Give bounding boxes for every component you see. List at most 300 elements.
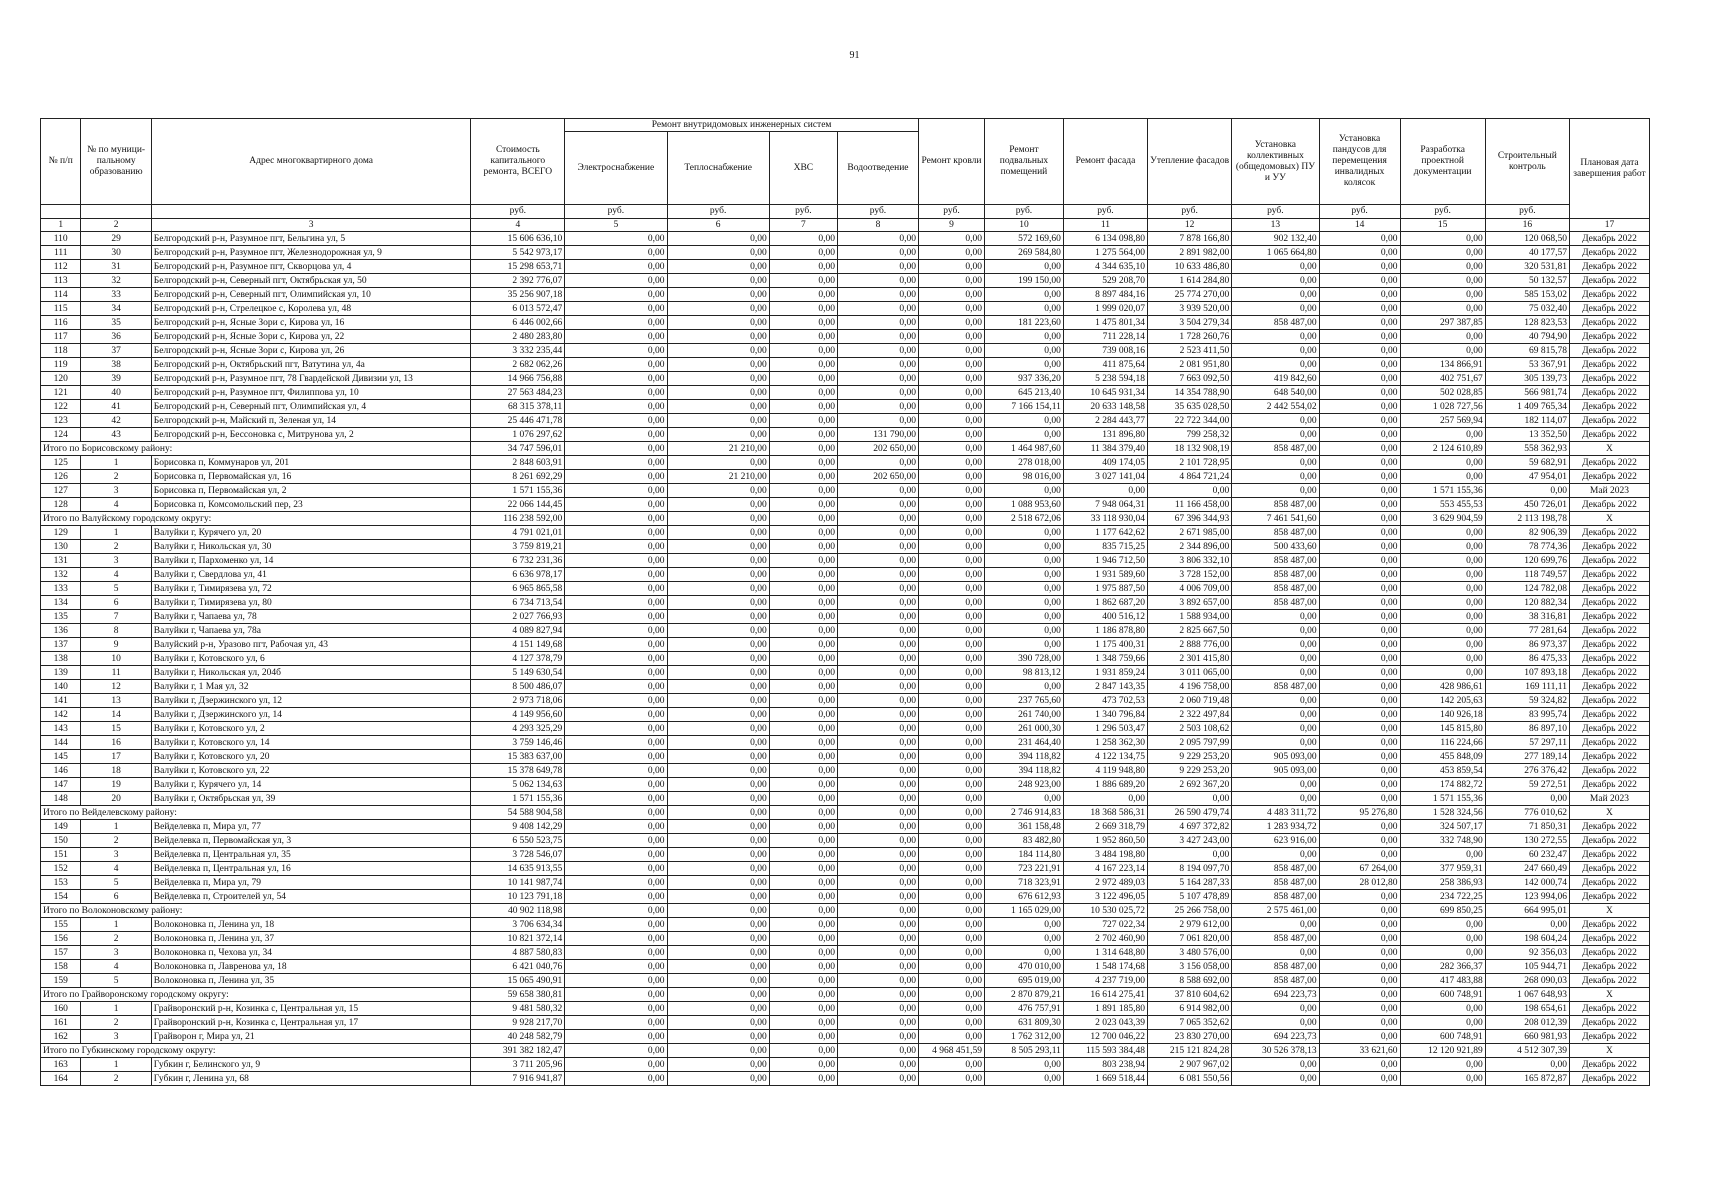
column-number: 9 (918, 219, 984, 232)
table-row (41, 414, 1650, 428)
column-number: 8 (837, 219, 918, 232)
cost-cell: 0,00 (1400, 456, 1485, 470)
cost-cell: 361 158,48 (985, 820, 1064, 834)
cost-cell: 0,00 (565, 596, 667, 610)
cost-cell: 0,00 (667, 890, 769, 904)
table-row (41, 1002, 1650, 1016)
cost-cell: 0,00 (985, 344, 1064, 358)
column-number: 4 (471, 219, 565, 232)
cost-cell: 502 028,85 (1400, 386, 1485, 400)
cost-cell: 0,00 (565, 232, 667, 246)
cost-cell: 68 315 378,11 (471, 400, 565, 414)
row-number: 123 (41, 414, 81, 428)
cost-cell: 0,00 (667, 862, 769, 876)
cost-cell: 208 012,39 (1485, 1016, 1569, 1030)
address-cell: Белгородский р-н, Ясные Зори с, Кирова ул, 16 (151, 316, 471, 330)
cost-cell: 0,00 (1319, 764, 1400, 778)
units-row (41, 205, 1650, 219)
cost-cell: 0,00 (1400, 638, 1485, 652)
cost-cell: 0,00 (837, 764, 918, 778)
cost-cell: 0,00 (1319, 316, 1400, 330)
cost-cell: 500 433,60 (1232, 540, 1319, 554)
row-number: 127 (41, 484, 81, 498)
table-row (41, 820, 1650, 834)
cost-cell: 4 149 956,60 (471, 708, 565, 722)
cost-cell: 1 175 400,31 (1063, 638, 1147, 652)
cost-cell: 28 012,80 (1319, 876, 1400, 890)
cost-cell: 402 751,67 (1400, 372, 1485, 386)
cost-cell: 3 480 576,00 (1148, 946, 1232, 960)
address-cell: Белгородский р-н, Разумное пгт, Железнодорожная ул, 9 (151, 246, 471, 260)
cost-cell: 0,00 (769, 372, 837, 386)
cost-cell: 5 164 287,33 (1148, 876, 1232, 890)
completion-date-cell: Декабрь 2022 (1569, 344, 1649, 358)
cost-cell: 0,00 (667, 274, 769, 288)
cost-cell: 10 821 372,14 (471, 932, 565, 946)
address-cell: Валуйки г, Свердлова ул, 41 (151, 568, 471, 582)
cost-cell: 1 283 934,72 (1232, 820, 1319, 834)
cost-cell: 40 794,90 (1485, 330, 1569, 344)
subtotal-cell: 8 505 293,11 (985, 1044, 1064, 1058)
municipal-number: 42 (81, 414, 151, 428)
cost-cell: 0,00 (769, 1002, 837, 1016)
cost-cell: 0,00 (837, 596, 918, 610)
address-cell: Валуйки г, Чапаева ул, 78а (151, 624, 471, 638)
cost-cell: 0,00 (837, 246, 918, 260)
subtotal-cell: 0,00 (565, 1044, 667, 1058)
cost-cell: 0,00 (918, 582, 984, 596)
row-number: 120 (41, 372, 81, 386)
cost-cell: 0,00 (667, 974, 769, 988)
cost-cell: 0,00 (1319, 302, 1400, 316)
municipal-number: 1 (81, 456, 151, 470)
cost-cell: 0,00 (918, 652, 984, 666)
completion-date-cell: Декабрь 2022 (1569, 232, 1649, 246)
cost-cell: 35 256 907,18 (471, 288, 565, 302)
cost-cell: 198 604,24 (1485, 932, 1569, 946)
cost-cell: 237 765,60 (985, 694, 1064, 708)
cost-cell: 3 759 819,21 (471, 540, 565, 554)
cost-cell: 60 232,47 (1485, 848, 1569, 862)
subtotal-cell: 1 165 029,00 (985, 904, 1064, 918)
row-number: 162 (41, 1030, 81, 1044)
cost-cell: 0,00 (769, 946, 837, 960)
municipal-number: 6 (81, 890, 151, 904)
cost-cell: 4 089 827,94 (471, 624, 565, 638)
cost-cell: 0,00 (769, 638, 837, 652)
cost-cell: 2 027 766,93 (471, 610, 565, 624)
subtotal-cell: 21 210,00 (667, 442, 769, 456)
cost-cell: 0,00 (985, 918, 1064, 932)
cost-cell: 0,00 (565, 582, 667, 596)
row-number: 128 (41, 498, 81, 512)
cost-cell: 15 383 637,00 (471, 750, 565, 764)
cost-cell: 0,00 (1319, 722, 1400, 736)
cost-cell: 0,00 (918, 694, 984, 708)
cost-cell: 0,00 (918, 344, 984, 358)
cost-cell: 0,00 (565, 1058, 667, 1072)
cost-cell: 0,00 (837, 736, 918, 750)
cost-cell: 0,00 (667, 610, 769, 624)
subtotal-cell: 202 650,00 (837, 442, 918, 456)
cost-cell: 0,00 (565, 498, 667, 512)
cost-cell: 0,00 (1400, 526, 1485, 540)
subtotal-cell: X (1569, 442, 1649, 456)
cost-cell: 2 671 985,00 (1148, 526, 1232, 540)
cost-cell: 1 296 503,47 (1063, 722, 1147, 736)
address-cell: Вейделевка п, Мира ул, 77 (151, 820, 471, 834)
cost-cell: 0,00 (667, 638, 769, 652)
completion-date-cell: Декабрь 2022 (1569, 862, 1649, 876)
row-number: 136 (41, 624, 81, 638)
table-row (41, 526, 1650, 540)
unit-cell (81, 205, 151, 219)
cost-cell: 1 028 727,56 (1400, 400, 1485, 414)
cost-cell: 0,00 (1232, 624, 1319, 638)
cost-cell: 1 076 297,62 (471, 428, 565, 442)
subtotal-cell: 0,00 (667, 1044, 769, 1058)
cost-cell: 234 722,25 (1400, 890, 1485, 904)
subtotal-cell: 858 487,00 (1232, 442, 1319, 456)
cost-cell: 0,00 (1232, 260, 1319, 274)
subtotal-cell: 1 464 987,60 (985, 442, 1064, 456)
cost-cell: 0,00 (837, 610, 918, 624)
table-row (41, 1016, 1650, 1030)
row-number: 126 (41, 470, 81, 484)
address-cell: Белгородский р-н, Северный пгт, Октябрьская ул, 50 (151, 274, 471, 288)
cost-cell: 2 973 718,06 (471, 694, 565, 708)
column-number: 2 (81, 219, 151, 232)
cost-cell: 6 081 550,56 (1148, 1072, 1232, 1086)
column-number: 10 (985, 219, 1064, 232)
cost-cell: 0,00 (837, 568, 918, 582)
unit-cell (151, 205, 471, 219)
cost-cell: 0,00 (1485, 792, 1569, 806)
cost-cell: 82 906,39 (1485, 526, 1569, 540)
cost-cell: 0,00 (769, 470, 837, 484)
cost-cell: 0,00 (1319, 554, 1400, 568)
completion-date-cell: Декабрь 2022 (1569, 470, 1649, 484)
cost-cell: 21 210,00 (667, 470, 769, 484)
cost-cell: 3 711 205,96 (471, 1058, 565, 1072)
cost-cell: 0,00 (837, 708, 918, 722)
cost-cell: 2 848 603,91 (471, 456, 565, 470)
subtotal-cell: 0,00 (769, 1044, 837, 1058)
cost-cell: 0,00 (837, 974, 918, 988)
cost-cell: 4 167 223,14 (1063, 862, 1147, 876)
completion-date-cell: Декабрь 2022 (1569, 372, 1649, 386)
municipal-number: 41 (81, 400, 151, 414)
row-number: 117 (41, 330, 81, 344)
cost-cell: 0,00 (769, 568, 837, 582)
cost-cell: 0,00 (667, 484, 769, 498)
row-number: 154 (41, 890, 81, 904)
subtotal-cell: 18 132 908,19 (1148, 442, 1232, 456)
cost-cell: 0,00 (667, 526, 769, 540)
address-cell: Волоконовка п, Ленина ул, 18 (151, 918, 471, 932)
completion-date-cell: Декабрь 2022 (1569, 274, 1649, 288)
table-row (41, 932, 1650, 946)
cost-cell: 0,00 (769, 456, 837, 470)
cost-cell: 1 999 020,07 (1063, 302, 1147, 316)
cost-cell: 7 948 064,31 (1063, 498, 1147, 512)
cost-cell: 0,00 (1319, 946, 1400, 960)
cost-cell: 0,00 (667, 722, 769, 736)
subtotal-cell: 0,00 (918, 806, 984, 820)
cost-cell: 0,00 (667, 736, 769, 750)
row-number: 158 (41, 960, 81, 974)
col-header-5: Электроснабжение (565, 132, 667, 205)
subtotal-cell: 0,00 (918, 988, 984, 1002)
completion-date-cell: Декабрь 2022 (1569, 316, 1649, 330)
cost-cell: 0,00 (918, 428, 984, 442)
cost-cell: 8 588 692,00 (1148, 974, 1232, 988)
cost-cell: 0,00 (1319, 1030, 1400, 1044)
cost-cell: 0,00 (565, 680, 667, 694)
cost-cell: 394 118,82 (985, 750, 1064, 764)
cost-cell: 0,00 (565, 974, 667, 988)
cost-cell: 4 119 948,80 (1063, 764, 1147, 778)
cost-cell: 269 584,80 (985, 246, 1064, 260)
row-number: 145 (41, 750, 81, 764)
cost-cell: 4 697 372,82 (1148, 820, 1232, 834)
municipal-number: 16 (81, 736, 151, 750)
address-cell: Вейделевка п, Центральная ул, 16 (151, 862, 471, 876)
cost-cell: 0,00 (1319, 610, 1400, 624)
cost-cell: 6 732 231,36 (471, 554, 565, 568)
cost-cell: 0,00 (565, 372, 667, 386)
column-number: 11 (1063, 219, 1147, 232)
municipal-number: 33 (81, 288, 151, 302)
completion-date-cell: Декабрь 2022 (1569, 652, 1649, 666)
cost-cell: 0,00 (1232, 918, 1319, 932)
cost-cell: 14 354 788,90 (1148, 386, 1232, 400)
cost-cell: 0,00 (1400, 554, 1485, 568)
municipal-number: 12 (81, 680, 151, 694)
cost-cell: 1 886 689,20 (1063, 778, 1147, 792)
cost-cell: 2 825 667,50 (1148, 624, 1232, 638)
col-header-14: Установка пандусов для перемещения инвалидных колясок (1319, 119, 1400, 205)
row-number: 122 (41, 400, 81, 414)
cost-cell: 858 487,00 (1232, 680, 1319, 694)
subtotal-cell: X (1569, 904, 1649, 918)
cost-cell: 0,00 (1232, 610, 1319, 624)
cost-cell: 0,00 (769, 652, 837, 666)
cost-cell: 12 700 046,22 (1063, 1030, 1147, 1044)
cost-cell: 455 848,09 (1400, 750, 1485, 764)
cost-cell: 118 749,57 (1485, 568, 1569, 582)
cost-cell: 0,00 (1232, 736, 1319, 750)
cost-cell: 0,00 (769, 624, 837, 638)
cost-cell: 0,00 (667, 498, 769, 512)
cost-cell: 0,00 (667, 848, 769, 862)
cost-cell: 0,00 (918, 540, 984, 554)
cost-cell: 1 614 284,80 (1148, 274, 1232, 288)
completion-date-cell: Декабрь 2022 (1569, 554, 1649, 568)
cost-cell: 0,00 (565, 484, 667, 498)
cost-cell: 0,00 (769, 778, 837, 792)
cost-cell: 2 891 982,00 (1148, 246, 1232, 260)
cost-cell: 247 660,49 (1485, 862, 1569, 876)
subtotal-cell: 18 368 586,31 (1063, 806, 1147, 820)
cost-cell: 858 487,00 (1232, 890, 1319, 904)
cost-cell: 0,00 (1319, 526, 1400, 540)
cost-cell: 0,00 (1232, 848, 1319, 862)
cost-cell: 0,00 (918, 316, 984, 330)
cost-cell: 0,00 (837, 890, 918, 904)
cost-cell: 470 010,00 (985, 960, 1064, 974)
cost-cell: 35 635 028,50 (1148, 400, 1232, 414)
col-header-17: Плановая дата завершения работ (1569, 119, 1649, 219)
subtotal-cell: 0,00 (1319, 988, 1400, 1002)
cost-cell: 1 728 260,76 (1148, 330, 1232, 344)
cost-cell: 6 550 523,75 (471, 834, 565, 848)
cost-cell: 9 229 253,20 (1148, 750, 1232, 764)
row-number: 113 (41, 274, 81, 288)
cost-cell: 0,00 (1485, 484, 1569, 498)
cost-cell: 0,00 (667, 820, 769, 834)
cost-cell: 0,00 (565, 722, 667, 736)
completion-date-cell: Декабрь 2022 (1569, 708, 1649, 722)
cost-cell: 3 156 058,00 (1148, 960, 1232, 974)
cost-cell: 723 221,91 (985, 862, 1064, 876)
completion-date-cell: Декабрь 2022 (1569, 890, 1649, 904)
col-header-10: Ремонт подвальных помещений (985, 119, 1064, 205)
cost-cell: 0,00 (837, 316, 918, 330)
table-row (41, 918, 1650, 932)
cost-cell: 0,00 (1232, 1072, 1319, 1086)
cost-cell: 0,00 (769, 1058, 837, 1072)
table-row (41, 540, 1650, 554)
cost-cell: 4 293 325,29 (471, 722, 565, 736)
completion-date-cell: Декабрь 2022 (1569, 848, 1649, 862)
cost-cell: 4 196 758,00 (1148, 680, 1232, 694)
cost-cell: 0,00 (769, 260, 837, 274)
cost-cell: 0,00 (918, 302, 984, 316)
subtotal-cell: 0,00 (667, 512, 769, 526)
subtotal-cell: X (1569, 988, 1649, 1002)
cost-cell: 0,00 (1485, 1058, 1569, 1072)
municipal-number: 2 (81, 540, 151, 554)
cost-cell: 623 916,00 (1232, 834, 1319, 848)
address-cell: Белгородский р-н, Майский п, Зеленая ул, 14 (151, 414, 471, 428)
cost-cell: 0,00 (985, 260, 1064, 274)
municipal-number: 14 (81, 708, 151, 722)
cost-cell: 0,00 (918, 386, 984, 400)
col-header-8: Водоотведение (837, 132, 918, 205)
cost-cell: 1 862 687,20 (1063, 596, 1147, 610)
cost-cell: 0,00 (667, 596, 769, 610)
completion-date-cell: Декабрь 2022 (1569, 428, 1649, 442)
cost-cell: 198 654,61 (1485, 1002, 1569, 1016)
cost-cell: 0,00 (1319, 540, 1400, 554)
cost-cell: 0,00 (837, 288, 918, 302)
cost-cell: 1 275 564,00 (1063, 246, 1147, 260)
cost-cell: 0,00 (985, 330, 1064, 344)
address-cell: Валуйки г, Никольская ул, 30 (151, 540, 471, 554)
cost-cell: 6 446 002,66 (471, 316, 565, 330)
col-header-1: № п/п (41, 119, 81, 205)
cost-cell: 59 324,82 (1485, 694, 1569, 708)
cost-cell: 0,00 (1319, 890, 1400, 904)
row-number: 142 (41, 708, 81, 722)
cost-cell: 10 645 931,34 (1063, 386, 1147, 400)
cost-cell: 0,00 (565, 540, 667, 554)
cost-cell: 9 229 253,20 (1148, 764, 1232, 778)
cost-cell: 0,00 (918, 414, 984, 428)
cost-cell: 409 174,05 (1063, 456, 1147, 470)
cost-cell: 0,00 (769, 344, 837, 358)
cost-cell: 0,00 (1319, 960, 1400, 974)
municipal-number: 3 (81, 1030, 151, 1044)
cost-cell: 86 475,33 (1485, 652, 1569, 666)
cost-cell: 0,00 (918, 274, 984, 288)
cost-cell: 0,00 (1232, 344, 1319, 358)
address-cell: Валуйки г, Курячего ул, 20 (151, 526, 471, 540)
cost-cell: 0,00 (985, 484, 1064, 498)
cost-cell: 0,00 (918, 932, 984, 946)
cost-cell: 0,00 (1232, 666, 1319, 680)
subtotal-cell: 30 526 378,13 (1232, 1044, 1319, 1058)
cost-cell: 278 018,00 (985, 456, 1064, 470)
cost-cell: 1 475 801,34 (1063, 316, 1147, 330)
cost-cell: 0,00 (985, 540, 1064, 554)
col-header-16: Строительный контроль (1485, 119, 1569, 205)
cost-cell: 0,00 (565, 736, 667, 750)
cost-cell: 7 663 092,50 (1148, 372, 1232, 386)
cost-cell: 4 006 709,00 (1148, 582, 1232, 596)
cost-cell: 0,00 (667, 680, 769, 694)
cost-cell: 0,00 (918, 736, 984, 750)
cost-cell: 0,00 (1400, 330, 1485, 344)
cost-cell: 0,00 (565, 330, 667, 344)
cost-cell: 0,00 (1400, 1058, 1485, 1072)
address-cell: Валуйки г, Котовского ул, 6 (151, 652, 471, 666)
cost-cell: 0,00 (918, 232, 984, 246)
cost-cell: 0,00 (565, 358, 667, 372)
completion-date-cell: Декабрь 2022 (1569, 876, 1649, 890)
cost-cell: 0,00 (1400, 652, 1485, 666)
cost-cell: 0,00 (837, 946, 918, 960)
cost-cell: 2 023 043,39 (1063, 1016, 1147, 1030)
subtotal-cell: 0,00 (667, 988, 769, 1002)
cost-cell: 165 872,87 (1485, 1072, 1569, 1086)
cost-cell: 320 531,81 (1485, 260, 1569, 274)
cost-cell: 0,00 (985, 358, 1064, 372)
row-number: 161 (41, 1016, 81, 1030)
cost-cell: 0,00 (1319, 792, 1400, 806)
cost-cell: 7 166 154,11 (985, 400, 1064, 414)
cost-cell: 0,00 (769, 750, 837, 764)
cost-cell: 3 122 496,05 (1063, 890, 1147, 904)
cost-cell: 0,00 (985, 554, 1064, 568)
municipal-number: 1 (81, 1002, 151, 1016)
cost-cell: 2 682 062,26 (471, 358, 565, 372)
subtotal-cell: 0,00 (1319, 442, 1400, 456)
subtotal-title: Итого по Борисовскому району: (41, 442, 471, 456)
cost-cell: 0,00 (1400, 848, 1485, 862)
cost-cell: 0,00 (667, 1016, 769, 1030)
municipal-number: 17 (81, 750, 151, 764)
municipal-number: 37 (81, 344, 151, 358)
cost-cell: 0,00 (918, 1002, 984, 1016)
table-row (41, 316, 1650, 330)
address-cell: Валуйки г, 1 Мая ул, 32 (151, 680, 471, 694)
municipal-number: 5 (81, 974, 151, 988)
municipal-number: 1 (81, 918, 151, 932)
cost-cell: 0,00 (837, 582, 918, 596)
cost-cell: 1 762 312,00 (985, 1030, 1064, 1044)
